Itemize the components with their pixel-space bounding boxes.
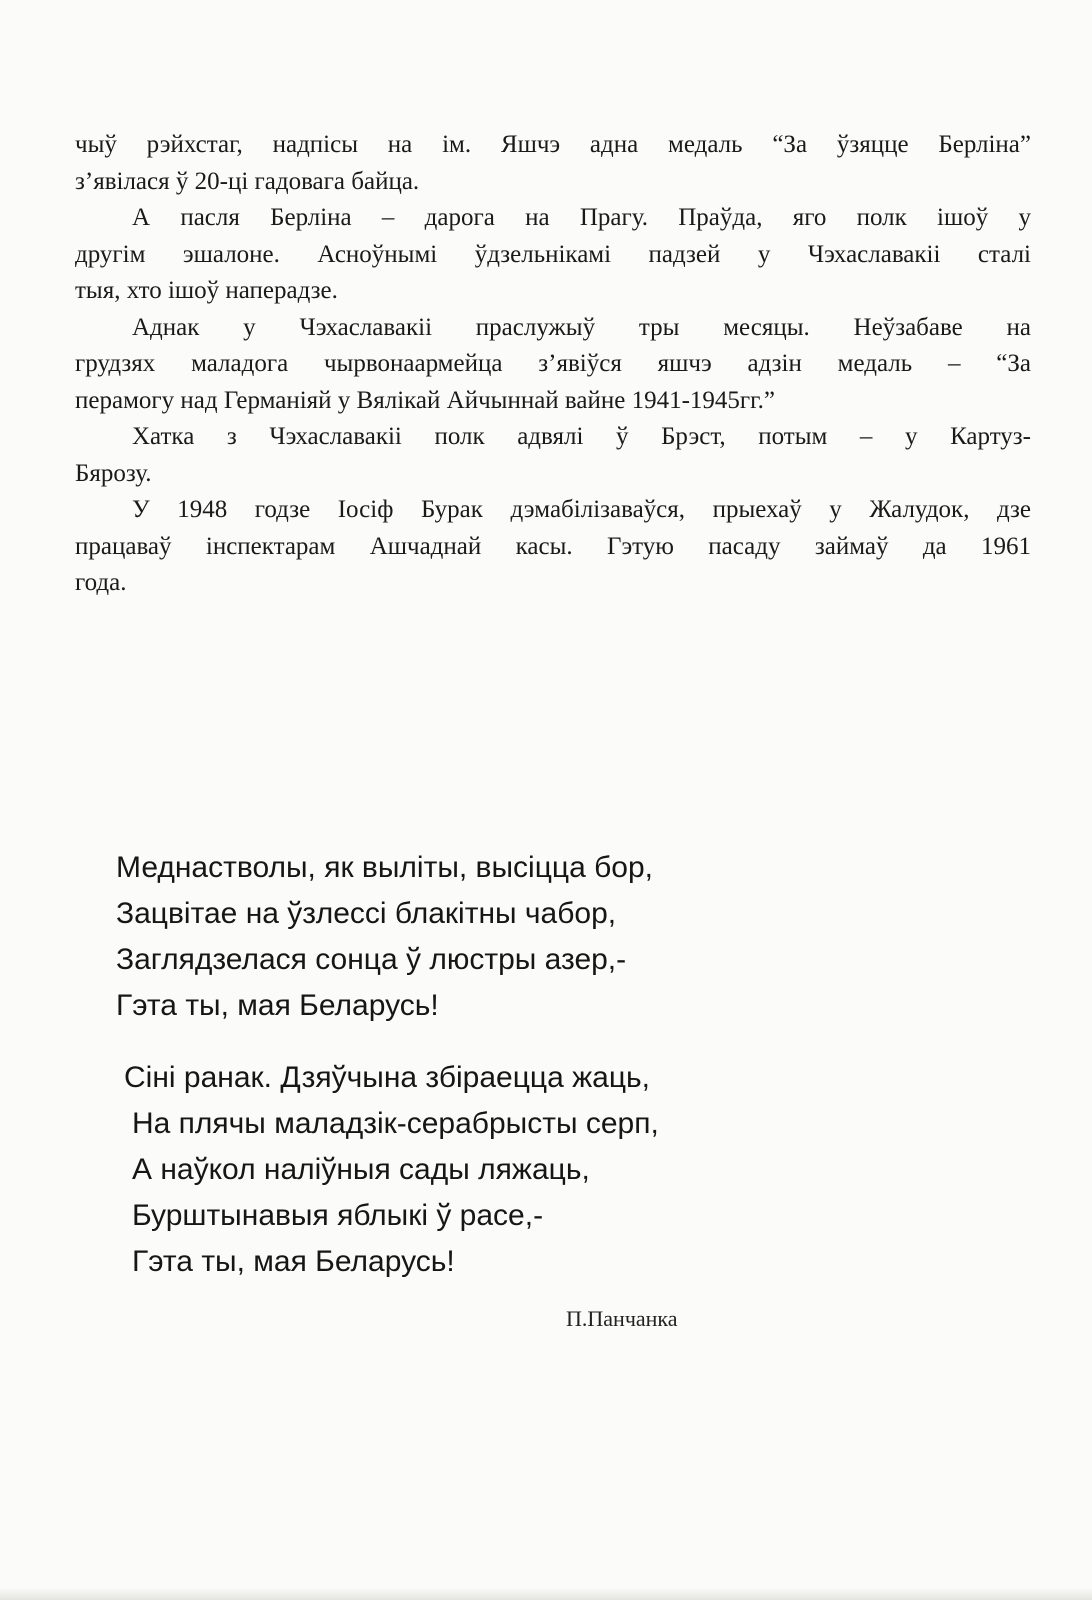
- poem-verse: Меднастволы, як выліты, высіцца бор,: [116, 851, 653, 884]
- text-line: тыя, хто ішоў наперадзе.: [75, 277, 338, 304]
- paragraph: [75, 419, 1031, 492]
- page-bottom-edge: [0, 1588, 1092, 1600]
- paragraph: [75, 492, 1031, 602]
- paragraph: [75, 200, 1031, 310]
- poem-verse: Гэта ты, мая Беларусь!: [132, 1245, 455, 1278]
- text-line: перамогу над Германіяй у Вялікай Айчыннай вайне 1941-1945гг.”: [75, 386, 775, 414]
- poem-verse: Заглядзелася сонца ў люстры азер,-: [116, 943, 627, 976]
- poem-stanza-1: [116, 845, 653, 1029]
- prose-block: [75, 127, 1031, 602]
- poem-verse: Бурштынавыя яблыкі ў расе,-: [132, 1199, 544, 1232]
- poem-verse: Гэта ты, мая Беларусь!: [116, 989, 439, 1022]
- text-line: года.: [75, 569, 127, 596]
- text-line: грудзях маладога чырвонаармейца з’явіўся яшчэ адзін медаль – “За: [75, 350, 1031, 377]
- poem-verse: Сіні ранак. Дзяўчына збіраецца жаць,: [124, 1061, 651, 1094]
- paragraph: [75, 127, 1031, 200]
- text-line: другім эшалоне. Асноўнымі ўдзельнікамі падзей у Чэхаславакіі сталі: [75, 240, 1031, 268]
- text-line: Аднак у Чэхаславакіі праслужыў тры месяцы. Неўзабаве на: [132, 313, 1031, 341]
- poem-stanza-2: [124, 1055, 659, 1285]
- text-line: працаваў інспектарам Ашчаднай касы. Гэтую пасаду займаў да 1961: [75, 532, 1031, 560]
- text-line: чыў рэйхстаг, надпісы на ім. Яшчэ адна медаль “За ўзяцце Берліна”: [75, 131, 1031, 158]
- poem-verse: На плячы маладзік-серабрысты серп,: [132, 1107, 659, 1140]
- text-line: А пасля Берліна – дарога на Прагу. Праўда, яго полк ішоў у: [132, 204, 1031, 231]
- poem-verse: А наўкол наліўныя сады ляжаць,: [132, 1153, 590, 1186]
- text-line: У 1948 годзе Іосіф Бурак дэмабілізаваўся, прыехаў у Жалудок, дзе: [132, 496, 1031, 523]
- text-line: Хатка з Чэхаславакіі полк адвялі ў Брэст, потым – у Картуз-: [132, 423, 1031, 450]
- poem-author: П.Панчанка: [566, 1306, 678, 1331]
- paragraph: [75, 310, 1031, 420]
- poem-verse: Зацвітае на ўзлессі блакітны чабор,: [116, 897, 617, 930]
- text-line: з’явілася ў 20-ці гадовага байца.: [75, 167, 420, 195]
- text-line: Бярозу.: [75, 459, 152, 487]
